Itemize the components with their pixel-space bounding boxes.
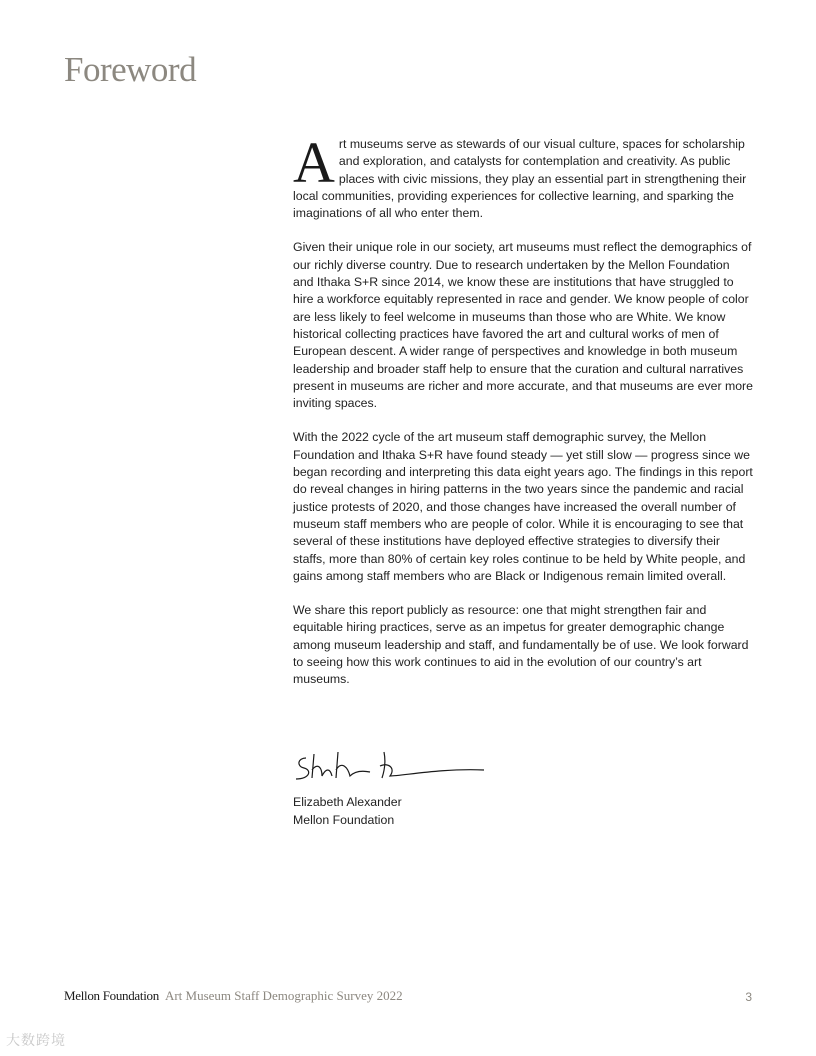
foreword-body: [293, 130, 753, 706]
drop-cap: A: [293, 130, 335, 195]
page-footer: [64, 988, 752, 1004]
watermark: 大数跨境: [6, 1032, 66, 1048]
paragraph-1: [293, 130, 753, 222]
page-title: Foreword: [64, 50, 197, 89]
paragraph-1-text: rt museums serve as stewards of our visual culture, spaces for scholarship and exploration, and catalysts for contemplation and creativity. As public places with civic missions, they play an essential part in strengthening their local communities, providing experiences for collective learning, and sparking the imaginations of all who enter them.: [293, 137, 747, 221]
signatory-organization: Mellon Foundation: [293, 813, 395, 827]
footer-report-title: Art Museum Staff Demographic Survey 2022: [164, 988, 403, 1003]
paragraph-4: We share this report publicly as resource: one that might strengthen fair and equitable hiring practices, serve as an impetus for greater demographic change among museum leadership and staff, and fundamentally be of use. We look forward to seeing how this work continues to aid in the evolution of our country’s art museums.: [293, 603, 749, 687]
paragraph-2: Given their unique role in our society, art museums must reflect the demographics of our richly diverse country. Due to research undertaken by the Mellon Foundation and Ithaka S+R since 2014, we know these are institutions that have struggled to hire a workforce equitably represented in race and gender. We know people of color are less likely to feel welcome in museums than those who are White. We know historical collecting practices have favored the art and cultural works of men of European descent. A wider range of perspectives and knowledge in both museum leadership and broader staff help to ensure that the curation and cultural narratives present in museums are richer and more accurate, and that museums are ever more inviting spaces.: [293, 240, 753, 411]
page-number: 3: [745, 990, 752, 1004]
signatory-block: [293, 793, 402, 829]
footer-brand: Mellon Foundation: [64, 988, 159, 1003]
paragraph-3: With the 2022 cycle of the art museum staff demographic survey, the Mellon Foundation and Ithaka S+R have found steady — yet still slow — progress since we began recording and interpreting this data eight years ago. The findings in this report do reveal changes in hiring patterns in the two years since the pandemic and racial justice protests of 2020, and those changes have increased the overall number of museum staff members who are people of color. While it is encouraging to see that several of these institutions have deployed effective strategies to diversify their staffs, more than 80% of certain key roles continue to be held by White people, and gains among staff members who are Black or Indigenous remain limited overall.: [293, 430, 753, 583]
signatory-name: Elizabeth Alexander: [293, 795, 402, 809]
signature-image: [292, 746, 492, 786]
